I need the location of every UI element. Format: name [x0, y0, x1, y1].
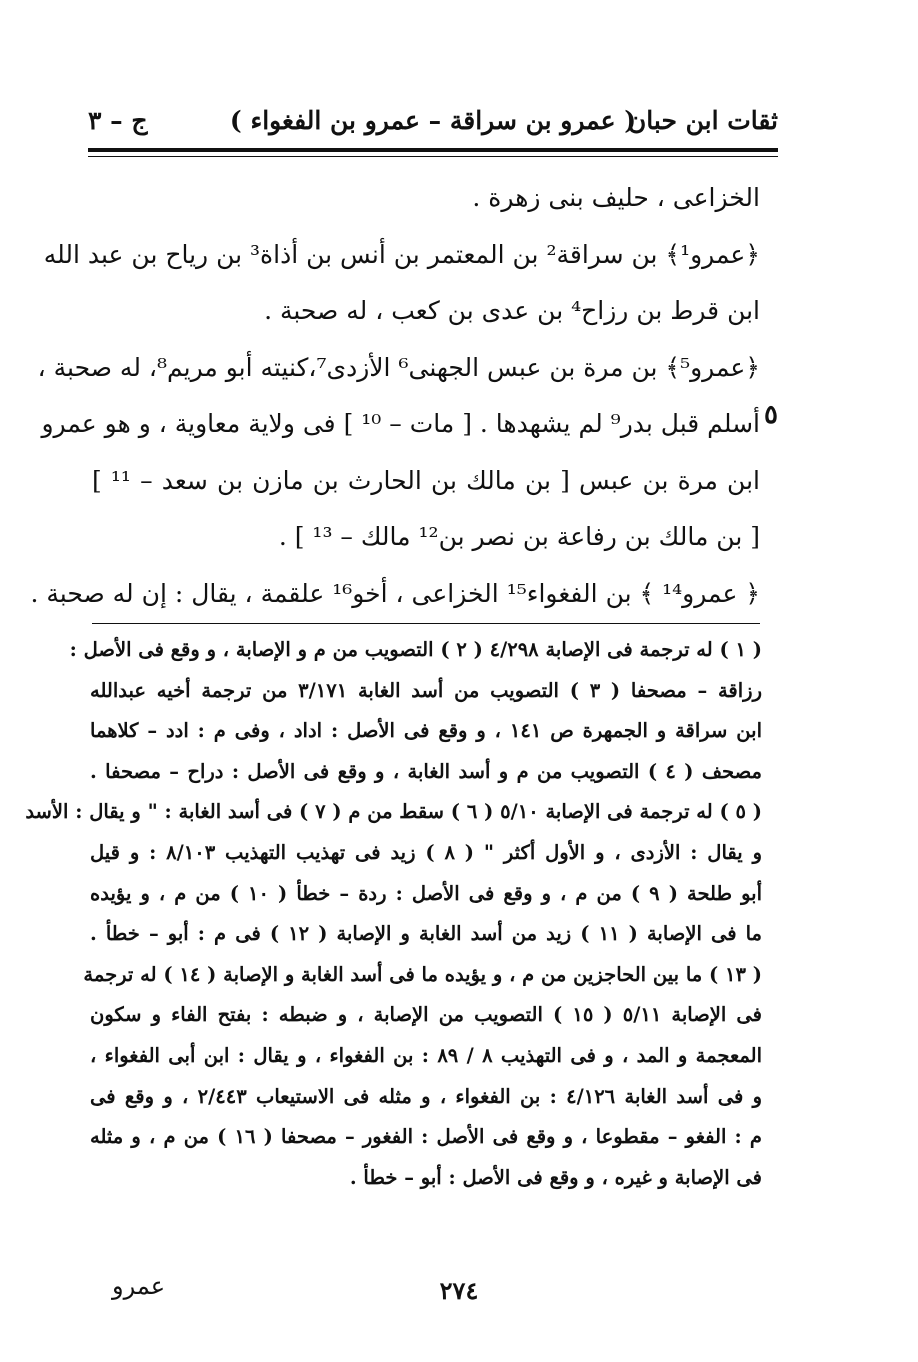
footnote-line: ( ٥ ) له ترجمة فى الإصابة ٥/١٠ ( ٦ ) سقط من م ( ٧ ) فى أسد الغابة : " و يقال : الأسد — [25, 800, 762, 824]
book-title: ثقات ابن حبان — [627, 105, 778, 135]
main-line: أسلم قبل بدر⁹ لم يشهدها . [ مات – ¹⁰ ] فى ولاية معاوية ، و هو عمرو — [41, 409, 760, 438]
section-title: ( عمرو بن سراقة – عمرو بن الفغواء ) — [229, 105, 637, 135]
main-line: ﴿عمرو¹﴾ بن سراقة² بن المعتمر بن أنس بن أذاة³ بن رياح بن عبد الله — [43, 239, 760, 269]
footnote-line: م : الفغو – مقطوعا ، و وقع فى الأصل : الفغور – مصحفا ( ١٦ ) من م ، و مثله — [90, 1125, 762, 1149]
footnote-line: فى الإصابة و غيره ، و وقع فى الأصل : أبو – خطأ . — [349, 1165, 762, 1189]
footnotes — [25, 630, 763, 1198]
footnote-line: و فى أسد الغابة ٤/١٢٦ : بن الفغواء ، و مثله فى الاستيعاب ٢/٤٤٣ ، و وقع فى — [90, 1084, 762, 1108]
footnote-line: ( ١٣ ) ما بين الحاجزين من م ، و يؤيده ما فى أسد الغابة و الإصابة ( ١٤ ) له ترجمة — [83, 962, 762, 986]
main-line: [ بن مالك بن رفاعة بن نصر بن¹² مالك – ¹³ ] . — [278, 522, 760, 551]
footnote-rule — [92, 623, 760, 624]
footnote-line: ( ١ ) له ترجمة فى الإصابة ٤/٢٩٨ ( ٢ ) التصويب من م و الإصابة ، و وقع فى الأصل : — [69, 638, 762, 661]
footnote-line: ابن سراقة و الجمهرة ص ١٤١ ، و وقع فى الأصل : اداد ، وفى م : ادد – كلاهما — [90, 719, 762, 743]
main-line: ﴿ عمرو¹⁴ ﴾ بن الفغواء¹⁵ الخزاعى ، أخو¹⁶ علقمة ، يقال : إن له صحبة . — [30, 578, 760, 608]
footnote-line: و يقال : الأزدى ، و الأول أكثر " ( ٨ ) زيد فى تهذيب التهذيب ٨/١٠٣ : و قيل — [90, 840, 762, 864]
header-rule-thin — [88, 156, 778, 157]
running-header — [88, 98, 778, 142]
footnote-line: رزاقة – مصحفا ( ٣ ) التصويب من أسد الغابة ٣/١٧١ من ترجمة أخيه عبدالله — [90, 678, 762, 702]
main-line: ﴿عمرو⁵﴾ بن مرة بن عبس الجهنى⁶ الأزدى⁷،كنيته أبو مريم⁸، له صحبة ، — [37, 352, 760, 382]
footnote-line: مصحف ( ٤ ) التصويب من م و أسد الغابة ، و وقع فى الأصل : دراح – مصحفا . — [90, 759, 762, 783]
line-marker: ٥ — [764, 400, 778, 430]
main-line: الخزاعى ، حليف بنى زهرة . — [472, 183, 760, 212]
footnote-line: ما فى الإصابة ( ١١ ) زيد من أسد الغابة و الإصابة ( ١٢ ) فى م : أبو – خطأ . — [90, 922, 762, 946]
main-text — [30, 170, 760, 622]
footnote-line: أبو طلحة ( ٩ ) من م ، و وقع فى الأصل : ردة – خطأ ( ١٠ ) من م ، و يؤيده — [90, 881, 762, 905]
page-number: ٢٧٤ — [439, 1276, 479, 1305]
main-line: ابن مرة بن عبس [ بن مالك بن الحارث بن مازن بن سعد – ¹¹ ] — [92, 465, 760, 495]
header-rule-thick — [88, 148, 778, 152]
catchword: عمرو — [112, 1272, 166, 1300]
footnote-line: فى الإصابة ٥/١١ ( ١٥ ) التصويب من الإصابة ، و ضبطه : بفتح الفاء و سكون — [90, 1003, 763, 1027]
main-line: ابن قرط بن رزاح⁴ بن عدى بن كعب ، له صحبة . — [264, 296, 760, 325]
footnote-line: المعجمة و المد ، و فى التهذيب ٨ / ٨٩ : بن الفغواء ، و يقال : ابن أبى الفغواء ، — [90, 1043, 762, 1067]
volume-label: ج – ٣ — [88, 105, 148, 135]
